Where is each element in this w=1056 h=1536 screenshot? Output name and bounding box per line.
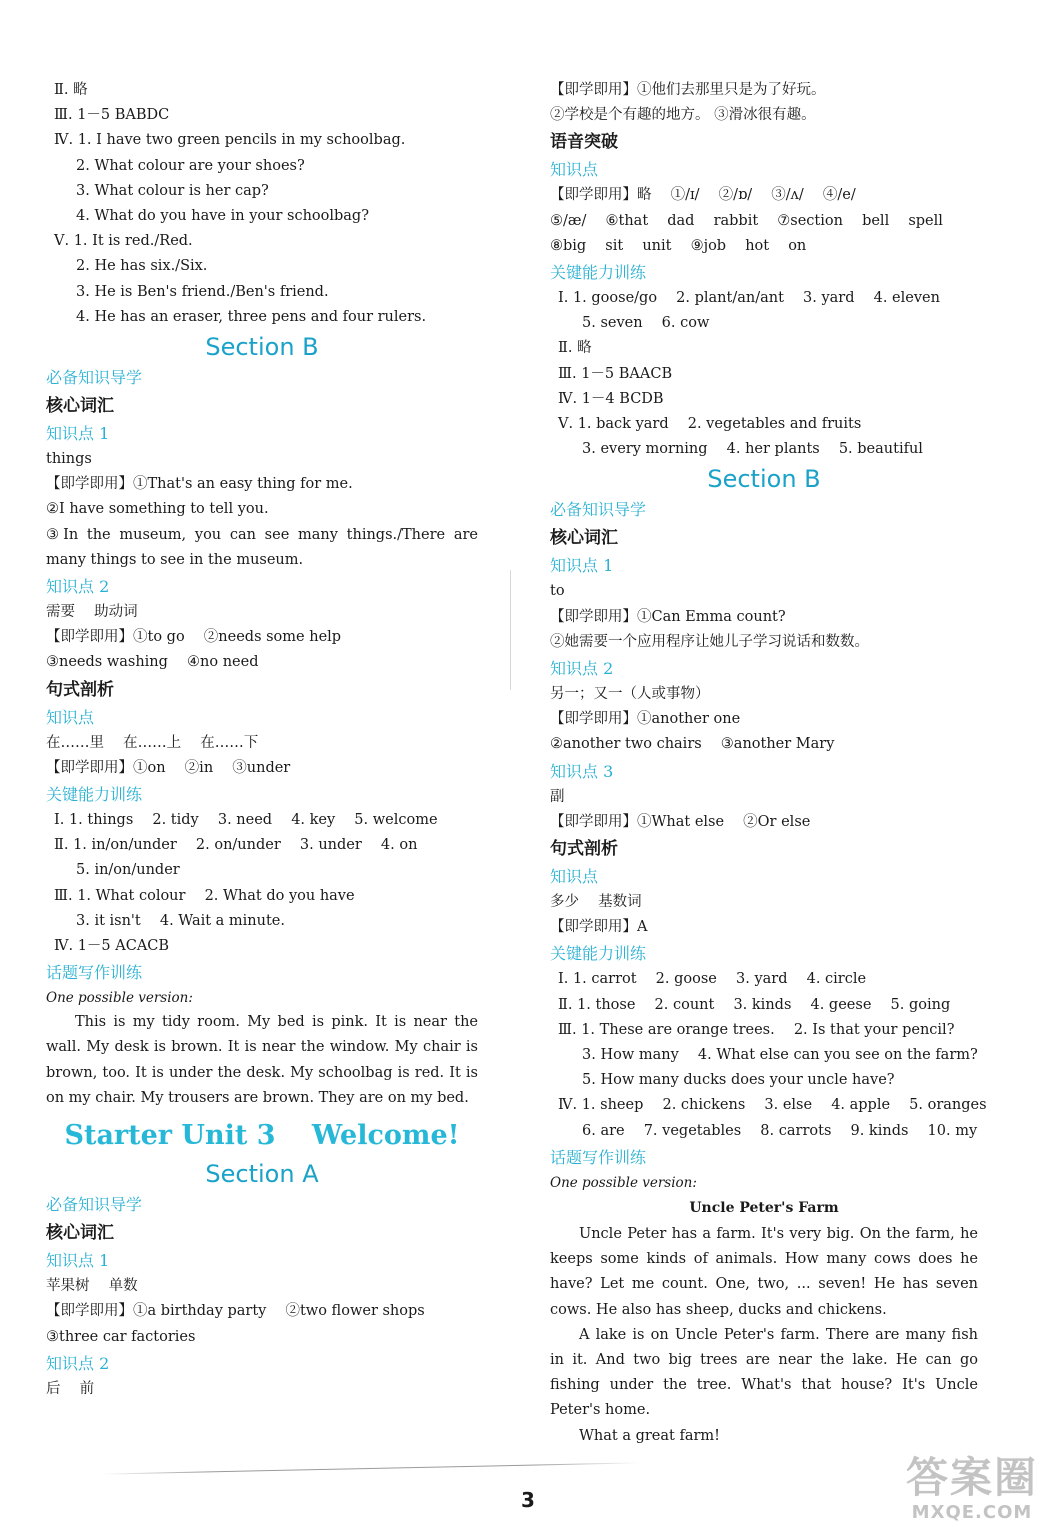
answer-line: Ⅲ. 1－5 BAACB [558,365,673,382]
section-heading: Section B [205,333,319,362]
answer-line: 【即学即用】A [550,919,648,936]
answer-line: 【即学即用】①他们去那里只是为了好玩。 [550,82,826,98]
answer-line: Ⅲ. 1－5 BABDC [54,107,170,124]
answer-line: 3. He is Ben's friend./Ben's friend. [76,283,329,300]
answer-line: 5. seven 6. cow [582,315,710,332]
answer-line: Ⅱ. 1. in/on/under 2. on/under 3. under 4. on [54,837,418,854]
knowledge-point-heading: 知识点 2 [550,659,614,679]
essay-title: Uncle Peter's Farm [689,1199,839,1216]
answer-line: Ⅳ. 1－4 BCDB [558,390,664,407]
answer-line: Ⅳ. 1－5 ACACB [54,938,170,955]
watermark-url: MXQE.COM [911,1502,1033,1523]
knowledge-point-heading: 知识点 2 [46,577,110,597]
answer-line: 【即学即用】①another one [550,711,741,728]
answer-line: 6. are 7. vegetables 8. carrots 9. kinds 10. my [582,1122,978,1139]
answer-line: 3. it isn't 4. Wait a minute. [76,912,285,929]
watermark-logo [902,1454,1042,1532]
answer-line: 【即学即用】略 ①/ɪ/ ②/ɒ/ ③/ʌ/ ④/e/ [550,187,856,204]
footer-rule [100,1462,640,1474]
answer-line: Ⅱ. 略 [558,340,592,357]
right-column [550,78,987,1449]
answer-line: 3. What colour is her cap? [76,182,269,199]
answer-line: ②她需要一个应用程序让她儿子学习说话和数数。 [550,633,869,650]
answer-line: 需要 助动词 [46,604,138,621]
essay-paragraph: A lake is on Uncle Peter's farm. There are many fish in it. And two big trees are near the lake. He can go fishing under the tree. What's that house? It's Uncle Peter's home. [550,1326,978,1419]
column-divider [510,570,511,690]
knowledge-point-heading: 知识点 [550,160,599,180]
answer-line: ②another two chairs ③another Mary [550,736,835,753]
answer-line: Ⅲ. 1. What colour 2. What do you have [54,887,355,904]
answer-paragraph: ③In the museum, you can see many things./There are many things to see in the museum. [46,526,478,568]
answer-line: to [550,583,565,600]
knowledge-point-heading: 知识点 3 [550,761,614,781]
answer-line: things [46,451,92,468]
answer-line: Ⅱ. 1. those 2. count 3. kinds 4. geese 5. going [558,996,951,1013]
knowledge-point-heading: 知识点 [550,867,599,887]
phonics-heading: 语音突破 [550,132,618,153]
essay-paragraph: Uncle Peter has a farm. It's very big. On the farm, he keeps some kinds of animals. How many cows does he have? Let me count. One, two, ... seven! He has seven cows. He also has sheep, ducks and chickens. [550,1225,978,1318]
answer-line: 3. How many 4. What else can you see on the farm? [582,1047,978,1064]
answer-line: 4. He has an eraser, three pens and four rulers. [76,308,427,325]
answer-line: Ⅱ. 略 [54,82,88,98]
sentence-analysis-heading: 句式剖析 [550,839,618,860]
answer-line: 在……里 在……上 在……下 [46,734,259,751]
knowledge-point-heading: 知识点 [46,707,95,727]
answer-line: 副 [550,788,565,805]
answer-line: Ⅲ. 1. These are orange trees. 2. Is that your pencil? [558,1021,955,1038]
section-heading: Section A [205,1160,319,1189]
answer-line: 2. What colour are your shoes? [76,157,305,174]
version-label: One possible version: [46,990,193,1007]
version-label: One possible version: [550,1174,697,1191]
answer-line: 3. every morning 4. her plants 5. beautiful [582,441,923,458]
unit-title: Starter Unit 3 Welcome! [64,1120,460,1152]
essay-paragraph: What a great farm! [579,1427,720,1444]
key-training-heading: 关键能力训练 [550,944,647,964]
writing-heading: 话题写作训练 [550,1147,647,1167]
key-training-heading: 关键能力训练 [550,263,647,283]
core-vocab-heading: 核心词汇 [46,1223,114,1244]
knowledge-point-heading: 知识点 1 [46,424,110,444]
answer-line: ③three car factories [46,1328,196,1345]
answer-line: Ⅰ. 1. goose/go 2. plant/an/ant 3. yard 4. eleven [558,290,940,307]
core-vocab-heading: 核心词汇 [46,396,114,417]
answer-line: 【即学即用】①What else ②Or else [550,813,811,830]
answer-line: 【即学即用】①on ②in ③under [46,759,291,776]
answer-line: 5. How many ducks does your uncle have? [582,1072,895,1089]
guide-heading: 必备知识导学 [550,500,647,520]
answer-line: ②I have something to tell you. [46,501,269,518]
guide-heading: 必备知识导学 [46,368,143,388]
answer-line: 2. He has six./Six. [76,258,208,275]
answer-line: Ⅰ. 1. things 2. tidy 3. need 4. key 5. welcome [54,812,438,829]
writing-heading: 话题写作训练 [46,963,143,983]
sentence-analysis-heading: 句式剖析 [46,679,114,700]
section-heading: Section B [707,465,821,494]
essay-paragraph: This is my tidy room. My bed is pink. It is near the wall. My desk is brown. It is near the window. My chair is brown, too. It is under the desk. My schoolbag is red. It is on my chair. My trousers are brown. They are on my bed. [46,1014,478,1106]
knowledge-point-heading: 知识点 1 [46,1251,110,1271]
watermark-text: 答案圈 [905,1453,1038,1502]
answer-line: 【即学即用】①to go ②needs some help [46,629,342,646]
page-number: 3 [521,1488,535,1512]
guide-heading: 必备知识导学 [46,1195,143,1215]
key-training-heading: 关键能力训练 [46,785,143,805]
knowledge-point-heading: 知识点 1 [550,556,614,576]
answer-line: Ⅳ. 1. sheep 2. chickens 3. else 4. apple 5. oranges [558,1097,987,1114]
answer-line: Ⅳ. 1. I have two green pencils in my schoolbag. [54,132,406,149]
answer-line: Ⅴ. 1. back yard 2. vegetables and fruits [558,416,862,433]
answer-line: 4. What do you have in your schoolbag? [76,208,369,225]
answer-line: Ⅴ. 1. It is red./Red. [54,233,193,250]
knowledge-point-heading: 知识点 2 [46,1353,110,1373]
answer-line: ②学校是个有趣的地方。 ③滑冰很有趣。 [550,107,816,124]
answer-line: 苹果树 单数 [46,1278,138,1295]
answer-line: ⑤/æ/ ⑥that dad rabbit ⑦section bell spell [550,212,943,229]
answer-line: 5. in/on/under [76,862,180,879]
answer-line: Ⅰ. 1. carrot 2. goose 3. yard 4. circle [558,971,867,988]
answer-line: 【即学即用】①a birthday party ②two flower shops [46,1303,425,1320]
answer-line: 多少 基数词 [550,894,642,911]
core-vocab-heading: 核心词汇 [550,528,618,549]
left-column [46,78,478,1402]
answer-line: ③needs washing ④no need [46,654,259,671]
answer-line: 另一；又一（人或事物） [550,686,710,703]
answer-line: ⑧big sit unit ⑨job hot on [550,237,807,254]
answer-line: 【即学即用】①Can Emma count? [550,608,786,625]
answer-line: 【即学即用】①That's an easy thing for me. [46,476,353,493]
answer-line: 后 前 [46,1380,95,1397]
